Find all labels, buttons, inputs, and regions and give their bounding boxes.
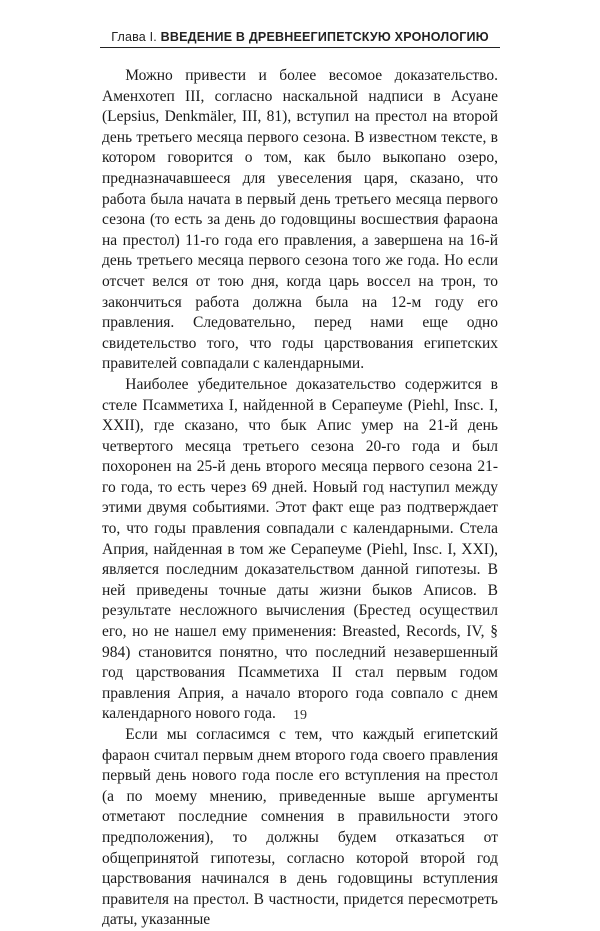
chapter-title: ВВЕДЕНИЕ В ДРЕВНЕЕГИПЕТСКУЮ ХРОНОЛОГИЮ [160,30,489,44]
header-rule [100,47,500,48]
paragraph: Можно привести и более весомое доказательство. Аменхотеп III, согласно наскальной надписи в Асуане (Lepsius, Denkmäler, III, 81), вступил на престол на второй день третьего месяца первого сезона. В известном тексте, в котором говорится о том, как было выкопано озеро, предназначавшееся для увеселения царя, сказано, что работа была начата в первый день третьего месяца первого сезона (то есть за день до годовщины восшествия фараона на престол) 11-го года его правления, а завершена на 16-й день третьего месяца первого сезона того же года. Но если отсчет велся от тою дня, когда царь воссел на трон, то закончиться работа должна была на 12-м году его правления. Следовательно, перед нами еще одно свидетельство того, что годы царствования египетских правителей совпадали с календарными. [102,67,498,373]
chapter-label: Глава I. [111,30,157,44]
body-text [102,66,498,931]
running-header [100,30,500,48]
paragraph: Если мы согласимся с тем, что каждый египетский фараон считал первым днем второго года своего правления первый день нового года после его вступления на престол (а по моему мнению, приведенные выше аргументы отметают последние сомнения в правильности этого предположения), то должны будем отказаться от общепринятой гипотезы, согласно которой второй год царствования начинался в день годовщины вступления правителя на престол. В частности, придется пересмотреть даты, указанные [102,726,498,929]
paragraph: Наиболее убедительное доказательство содержится в стеле Псамметиха I, найденной в Серапеуме (Piehl, Insc. I, XXII), где сказано, что бык Апис умер на 21-й день четвертого месяца третьего сезона 20-го года и был похоронен на 25-й день второго месяца первого сезона 21-го года, то есть через 69 дней. Новый год наступил между этими двумя событиями. Этот факт еще раз подтверждает то, что годы правления совпадали с календарными. Стела Априя, найденная в том же Серапеуме (Piehl, Insc. I, XXI), является последним доказательством данной гипотезы. В ней приведены точные даты жизни быков Аписов. В результате несложного вычисления (Брестед осуществил его, но не нашел ему применения: Breasted, Records, IV, § 984) становится понятно, что последний незавершенный год царствования Псамметиха II стал первым годом правления Априя, а начало второго года совпало с днем календарного нового года. [102,375,498,723]
page-number: 19 [293,708,307,723]
